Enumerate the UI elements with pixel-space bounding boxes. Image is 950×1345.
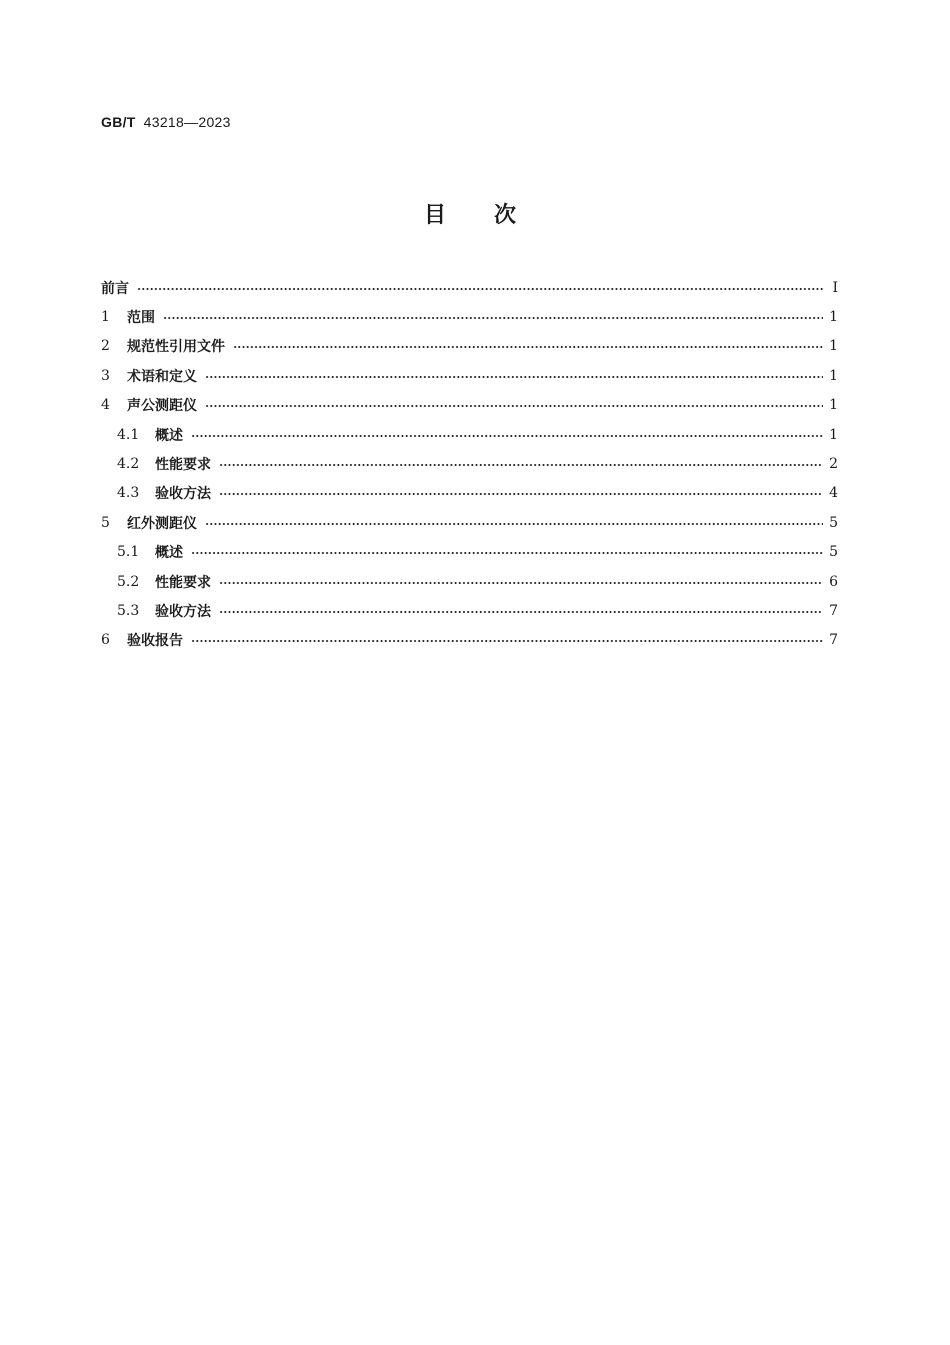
dot-leader [233,346,823,348]
standard-code [101,114,231,130]
dot-leader [205,376,823,378]
dot-leader [219,493,823,495]
toc-entry-number: 5.2 [117,573,140,590]
toc-entry-page: 2 [829,456,838,473]
toc-entry-label: 规范性引用文件 [127,339,225,356]
toc-entry-label: 验收方法 [155,486,211,503]
toc-entry-number: 6 [101,632,110,649]
toc-entry-foreword[interactable] [101,273,838,302]
dot-leader [191,552,823,554]
dot-leader [137,288,824,290]
toc-entry-label: 验收方法 [155,603,211,620]
toc-entry-number: 4.1 [117,426,140,443]
toc-entry-page: 1 [829,426,838,443]
toc-entry-6[interactable] [101,626,838,655]
toc-entry-page: 1 [829,309,838,326]
toc-entry-page: 4 [829,485,838,502]
toc-entry-label: 概述 [155,545,183,562]
toc-entry-page: Ⅰ [832,279,838,296]
toc-entry-label: 性能要求 [155,574,211,591]
toc-entry-page: 1 [829,367,838,384]
toc-entry-page: 1 [829,338,838,355]
toc-entry-page: 5 [829,514,838,531]
dot-leader [219,464,823,466]
toc-entry-page: 7 [829,602,838,619]
standard-number: 43218—2023 [143,114,231,130]
toc-entry-2[interactable] [101,332,838,361]
toc-entry-label: 验收报告 [127,633,183,650]
toc-entry-3[interactable] [101,361,838,390]
toc-entry-5-2[interactable] [101,567,838,596]
dot-leader [219,582,823,584]
toc-entry-page: 1 [829,397,838,414]
toc-entry-4-1[interactable] [101,420,838,449]
toc-entry-label: 性能要求 [155,457,211,474]
toc-entry-page: 6 [829,573,838,590]
toc-entry-label: 声公测距仪 [127,398,197,415]
dot-leader [219,611,823,613]
toc-entry-label: 前言 [101,280,129,297]
toc-entry-4-2[interactable] [101,449,838,478]
toc-entry-5[interactable] [101,508,838,537]
toc-entry-number: 4.2 [117,456,140,473]
dot-leader [191,640,823,642]
toc-entry-number: 5.1 [117,544,140,561]
toc-entry-label: 概述 [155,427,183,444]
toc-entry-number: 4.3 [117,485,140,502]
toc-entry-number: 5 [101,514,110,531]
toc-entry-4[interactable] [101,391,838,420]
toc-entry-page: 5 [829,544,838,561]
toc-entry-5-3[interactable] [101,596,838,625]
toc-entry-number: 5.3 [117,602,140,619]
table-of-contents [101,273,838,655]
standard-prefix: GB/T [101,114,136,130]
toc-entry-number: 1 [101,309,110,326]
dot-leader [205,523,823,525]
dot-leader [191,435,823,437]
toc-entry-number: 4 [101,397,110,414]
toc-entry-label: 红外测距仪 [127,515,197,532]
toc-entry-number: 2 [101,338,110,355]
toc-entry-label: 范围 [127,310,155,327]
dot-leader [163,317,823,319]
toc-entry-4-3[interactable] [101,479,838,508]
toc-entry-page: 7 [829,632,838,649]
toc-entry-label: 术语和定义 [127,368,197,385]
toc-entry-number: 3 [101,367,110,384]
dot-leader [205,405,823,407]
toc-entry-1[interactable] [101,302,838,331]
page-title: 目次 [423,203,564,228]
toc-entry-5-1[interactable] [101,538,838,567]
